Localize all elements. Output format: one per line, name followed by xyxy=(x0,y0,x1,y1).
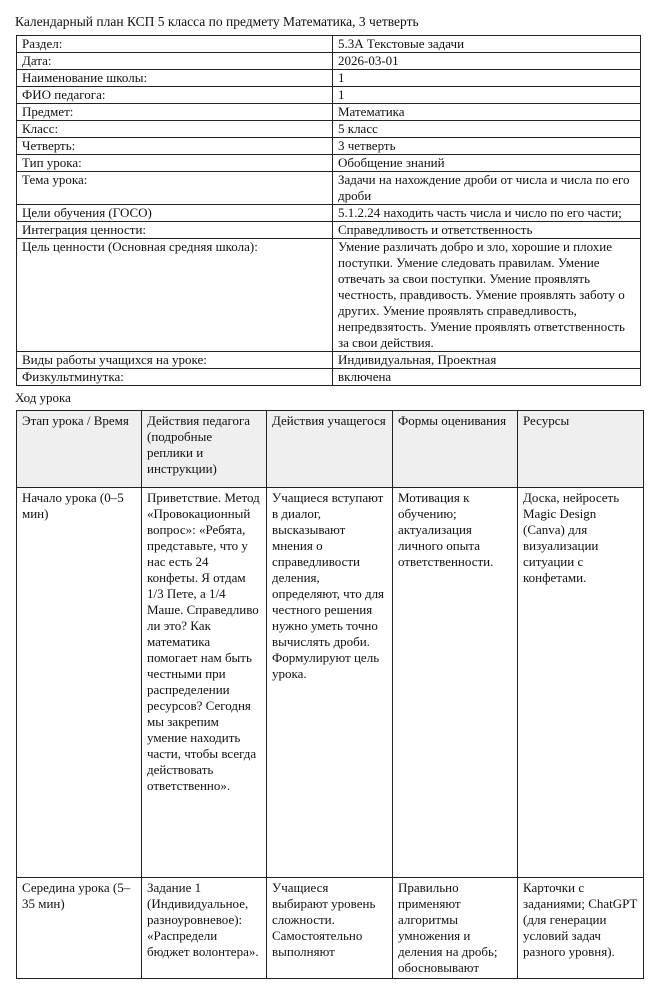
info-label: Четверть: xyxy=(17,138,333,155)
lesson-table-header-row xyxy=(17,411,644,488)
table-row xyxy=(17,878,644,979)
info-row xyxy=(17,222,641,239)
info-row xyxy=(17,352,641,369)
teacher-actions-cell: Задание 1 (Индивидуальное, разноуровневое): «Распредели бюджет волонтера». xyxy=(142,878,267,979)
info-label: Физкультминутка: xyxy=(17,369,333,386)
header-teacher-actions: Действия педагога (подробные реплики и инструкции) xyxy=(142,411,267,488)
lesson-progress-table xyxy=(16,410,644,979)
header-stage: Этап урока / Время xyxy=(17,411,142,488)
assessment-cell: Мотивация к обучению; актуализация личного опыта ответственности. xyxy=(393,488,518,878)
resources-cell: Карточки с заданиями; ChatGPT (для генерации условий задач разного уровня). xyxy=(518,878,644,979)
info-label: Раздел: xyxy=(17,36,333,53)
header-resources: Ресурсы xyxy=(518,411,644,488)
lesson-progress-label: Ход урока xyxy=(15,390,71,405)
info-value: Математика xyxy=(333,104,641,121)
info-value: 1 xyxy=(333,87,641,104)
header-student-actions: Действия учащегося xyxy=(267,411,393,488)
info-label: Предмет: xyxy=(17,104,333,121)
student-actions-cell: Учащиеся вступают в диалог, высказывают мнения о справедливости деления, определяют, что для честного решения нужно уметь точно вычислять дроби. Формулируют цель урока. xyxy=(267,488,393,878)
info-label: Тип урока: xyxy=(17,155,333,172)
assessment-cell: Правильно применяют алгоритмы умножения и деления на дробь; обосновывают xyxy=(393,878,518,979)
info-value: Задачи на нахождение дроби от числа и числа по его дроби xyxy=(333,172,641,205)
info-value: 5.3А Текстовые задачи xyxy=(333,36,641,53)
header-assessment: Формы оценивания xyxy=(393,411,518,488)
info-label: Интеграция ценности: xyxy=(17,222,333,239)
stage-cell: Начало урока (0–5 мин) xyxy=(17,488,142,878)
info-value: 2026-03-01 xyxy=(333,53,641,70)
document-title: Календарный план КСП 5 класса по предмету Математика, 3 четверть xyxy=(15,14,419,29)
info-row xyxy=(17,138,641,155)
info-value: Умение различать добро и зло, хорошие и плохие поступки. Умение следовать правилам. Умение отвечать за свои поступки. Умение проявлять честность, правдивость. Умение проявлять заботу о других. Умение проявлять справедливость, непредвзятость. Умение проявлять ответственность за свои действия. xyxy=(333,239,641,352)
info-row xyxy=(17,53,641,70)
info-label: Тема урока: xyxy=(17,172,333,205)
info-row xyxy=(17,369,641,386)
resources-cell: Доска, нейросеть Magic Design (Canva) для визуализации ситуации с конфетами. xyxy=(518,488,644,878)
student-actions-cell: Учащиеся выбирают уровень сложности. Самостоятельно выполняют xyxy=(267,878,393,979)
info-value: Справедливость и ответственность xyxy=(333,222,641,239)
info-label: Дата: xyxy=(17,53,333,70)
info-value: 1 xyxy=(333,70,641,87)
info-row xyxy=(17,205,641,222)
info-label: ФИО педагога: xyxy=(17,87,333,104)
info-label: Класс: xyxy=(17,121,333,138)
info-row xyxy=(17,239,641,352)
info-row xyxy=(17,70,641,87)
info-label: Цели обучения (ГОСО) xyxy=(17,205,333,222)
info-row xyxy=(17,104,641,121)
info-value: 5 класс xyxy=(333,121,641,138)
info-row xyxy=(17,121,641,138)
info-label: Виды работы учащихся на уроке: xyxy=(17,352,333,369)
table-row xyxy=(17,488,644,878)
info-row xyxy=(17,87,641,104)
info-label: Цель ценности (Основная средняя школа): xyxy=(17,239,333,352)
info-value: включена xyxy=(333,369,641,386)
info-value: 3 четверть xyxy=(333,138,641,155)
info-row xyxy=(17,36,641,53)
lesson-info-table xyxy=(16,35,641,386)
info-label: Наименование школы: xyxy=(17,70,333,87)
info-row xyxy=(17,155,641,172)
info-value: 5.1.2.24 находить часть числа и число по его части; xyxy=(333,205,641,222)
info-row xyxy=(17,172,641,205)
info-value: Индивидуальная, Проектная xyxy=(333,352,641,369)
stage-cell: Середина урока (5–35 мин) xyxy=(17,878,142,979)
info-value: Обобщение знаний xyxy=(333,155,641,172)
teacher-actions-cell: Приветствие. Метод «Провокационный вопрос»: «Ребята, представьте, что у нас есть 24 конфеты. Я отдам 1/3 Пете, а 1/4 Маше. Справедливо ли это? Как математика помогает нам быть честными при распределении ресурсов? Сегодня мы закрепим умение находить части, чтобы всегда действовать ответственно». xyxy=(142,488,267,878)
